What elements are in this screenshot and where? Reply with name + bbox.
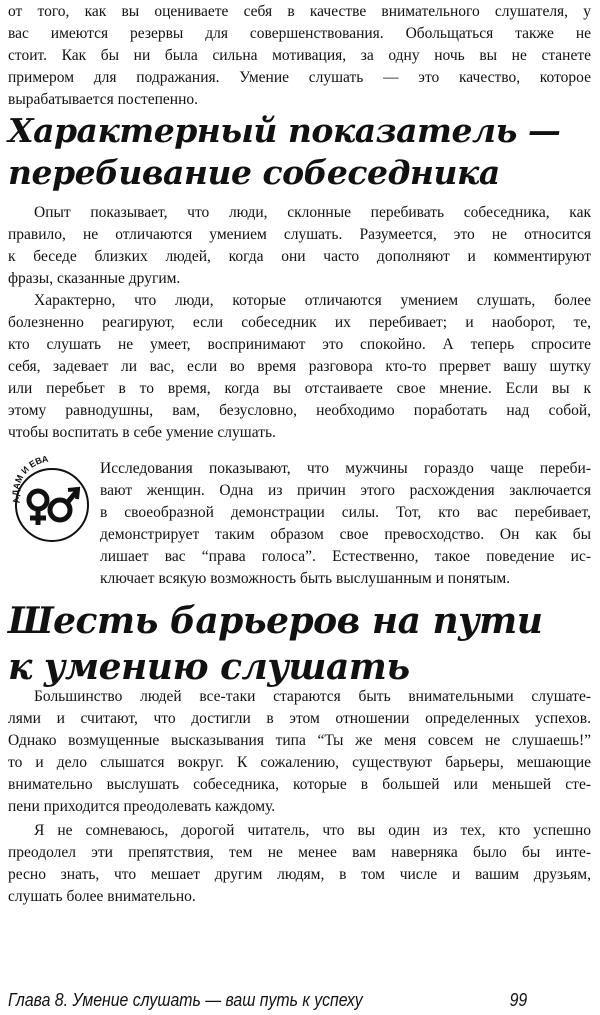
text-line: к беседе близких людей, когда они часто дополняют и комментируют — [8, 248, 591, 265]
text-line: лями и считают, что достигли в этом отношении определенных успехов. — [8, 710, 591, 727]
text-line: пени приходится преодолевать каждому. — [8, 798, 276, 815]
text-line: вают женщин. Одна из причин этого расхождения заключается — [100, 482, 591, 499]
text-line: примером для подражания. Умение слушать — это качество, которое — [8, 69, 591, 86]
heading-line: Шесть барьеров на пути — [8, 600, 543, 642]
paragraph-majority — [8, 686, 591, 818]
text-line: Однако возмущенные высказывания типа “Ты же меня совсем не слушаешь!” — [8, 732, 591, 749]
paragraph-intro — [8, 1, 591, 111]
text-line: Я не сомневаюсь, дорогой читатель, что вы один из тех, кто успешно — [34, 822, 591, 839]
text-line: Большинство людей все-таки стараются быть внимательными слушате- — [34, 688, 591, 705]
heading-line: к умению слушать — [8, 646, 410, 688]
section-heading-six-barriers — [8, 598, 542, 690]
text-line: себя, задевает ли вас, если во время разговора кто-то прервет вашу шутку — [8, 358, 591, 375]
text-line: преодолел эти препятствия, тем не менее вам наверняка было бы инте- — [8, 844, 591, 861]
logo-text: АДАМ И ЕВА — [10, 455, 49, 505]
chapter-title: Глава 8. Умение слушать — ваш путь к успеху — [8, 990, 363, 1010]
text-line: внимательно выслушать собеседника, которые в большей или меньшей сте- — [8, 776, 591, 793]
section-heading-interrupting — [8, 110, 560, 194]
female-male-symbols-icon — [29, 489, 78, 525]
text-line: от того, как вы оцениваете себя в качестве внимательного слушателя, у — [8, 3, 591, 20]
text-line: фразы, сказанные другим. — [8, 270, 181, 287]
text-line: слушать более внимательно. — [8, 888, 196, 905]
text-line: то и дело слышатся вокруг. К сожалению, существуют барьеры, мешающие — [8, 754, 591, 771]
text-line: ключает всякую возможность быть выслушанным и понятым. — [100, 570, 511, 587]
adam-and-eve-logo — [10, 455, 92, 547]
paragraph-reader — [8, 820, 591, 908]
page-footer — [8, 990, 589, 1011]
text-line: стоит. Как бы ни была сильна мотивация, за одну ночь вы не станете — [8, 47, 591, 64]
text-line: или перебьет в то время, когда вы отстаиваете свое мнение. Если вы к — [8, 380, 591, 397]
text-line: правило, не отличаются умением слушать. Разумеется, это не относится — [8, 226, 591, 243]
text-line: демонстрирует таким образом свое превосходство. Он как бы — [100, 526, 591, 543]
paragraph-characteristic — [8, 290, 591, 444]
heading-line: Характерный показатель — — [8, 111, 561, 150]
text-line: болезненно реагируют, если собеседник их перебивает; и наоборот, те, — [8, 314, 591, 331]
text-line: кто слушать не умеет, воспринимают это спокойно. А теперь спросите — [8, 336, 591, 353]
text-line: ресно знать, что мешает другим людям, в том числе и вашим друзьям, — [8, 866, 591, 883]
text-line: Характерно, что люди, которые отличаются умением слушать, более — [34, 292, 591, 309]
text-line: Исследования показывают, что мужчины гораздо чаще переби- — [100, 460, 591, 477]
heading-line: перебивание собеседника — [8, 153, 500, 192]
text-line: в своеобразной демонстрации силы. Тот, кто вас перебивает, — [100, 504, 591, 521]
text-line: этому равнодушны, вам, безусловно, необходимо поработать над собой, — [8, 402, 591, 419]
page-number: 99 — [509, 990, 528, 1010]
text-line: Опыт показывает, что люди, склонные перебивать собеседника, как — [34, 204, 591, 221]
text-line: чтобы воспитать в себе умение слушать. — [8, 424, 276, 441]
sidebar-note — [100, 458, 591, 590]
paragraph-experience — [8, 202, 591, 290]
text-line: вырабатывается постепенно. — [8, 91, 198, 108]
text-line: лишает вас “права голоса”. Естественно, такое поведение ис- — [100, 548, 591, 565]
text-line: вас имеются резервы для совершенствования. Обольщаться также не — [8, 25, 591, 42]
